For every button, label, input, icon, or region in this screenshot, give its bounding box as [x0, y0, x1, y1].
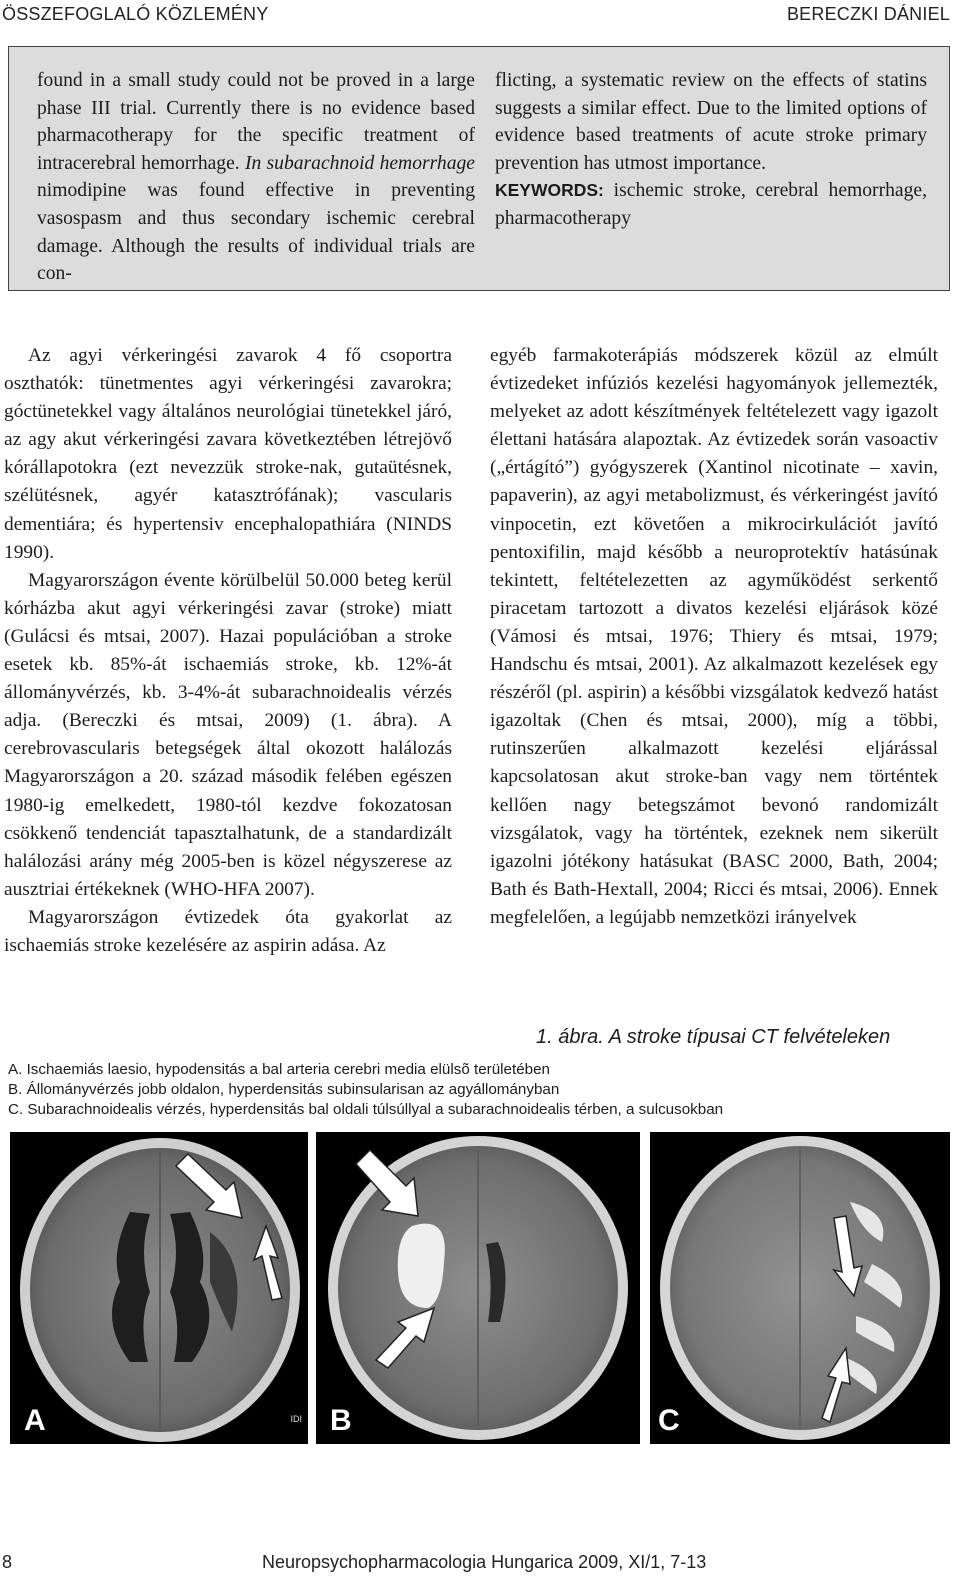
abstract-text: nimodipine was found effective in preventing vasospasm and thus secondary ischemic cerebral damage. Although the results of individual trials are con-: [37, 180, 475, 285]
ct-image-a: [10, 1132, 308, 1444]
figure-title: 1. ábra. A stroke típusai CT felvételeken: [536, 1026, 891, 1048]
figure-caption-line-b: B. Állományvérzés jobb oldalon, hyperdensitás subinsularisan az agyállományban: [8, 1081, 560, 1098]
ct-scan-a-graphic: [10, 1132, 308, 1444]
panel-label-b: B: [330, 1404, 352, 1437]
ct-scan-c-graphic: [650, 1132, 950, 1444]
body-column-left: [4, 342, 452, 960]
abstract-column-right: [495, 67, 927, 233]
ct-scan-b-graphic: [316, 1132, 640, 1444]
abstract-column-left: [37, 67, 475, 288]
abstract-italic-term: In subarachnoid hemorrhage: [244, 152, 475, 174]
paragraph: Magyarországon évente körülbelül 50.000 beteg kerül kórházba akut agyi vérkeringési zavar (stroke) miatt (Gulácsi és mtsai, 2007). Hazai populációban a stroke esetek kb. 85%-át ischaemiás stroke, kb. 12%-át állományvérzés, kb. 3-4%-át subarachnoidealis vérzés adja. (Bereczki és mtsai, 2009) (1. ábra). A cerebrovascularis betegségek által okozott halálozás Magyarországon a 20. század második felében egészen 1980-ig emelkedett, 1980-tól kezdve fokozatosan csökkenő tendenciát tapasztalhatunk, de a standardizált halálozási arány még 2005-ben is közel négyszerese az ausztriai értékeknek (WHO-HFA 2007).: [4, 569, 452, 900]
figure-caption: [8, 1060, 723, 1120]
journal-citation: Neuropsychopharmacologia Hungarica 2009, XI/1, 7-13: [262, 1552, 707, 1572]
panel-label-a: A: [24, 1404, 46, 1437]
abstract-box: [8, 46, 950, 291]
ct-image-c: [650, 1132, 950, 1444]
keywords-label: KEYWORDS:: [495, 180, 604, 201]
paragraph: Magyarországon évtizedek óta gyakorlat az ischaemiás stroke kezelésére az aspirin adása. Az: [4, 906, 452, 956]
abstract-text: found in a small study could not be proved in a large phase III trial. Currently there is no evidence based pharmacotherapy for the specific treatment of intracerebral hemorrhage.: [37, 70, 475, 174]
abstract-text: flicting, a systematic review on the effects of statins suggests a similar effect. Due to the limited options of evidence based treatments of acute stroke primary prevention has utmost importance.: [495, 70, 927, 174]
figure-caption-line-c: C. Subarachnoidealis vérzés, hyperdensitás bal oldali túlsúllyal a subarachnoidealis térben, a sulcusokban: [8, 1101, 724, 1118]
page-number: 8: [2, 1552, 13, 1572]
panel-label-c: C: [658, 1404, 680, 1437]
body-column-right: [490, 342, 938, 932]
panel-a-mark: IDI: [290, 1414, 302, 1424]
keywords-text: ischemic stroke, cerebral hemorrhage, pharmacotherapy: [495, 180, 927, 229]
running-header-left: ÖSSZEFOGLALÓ KÖZLEMÉNY: [2, 4, 269, 24]
ct-image-b: [316, 1132, 640, 1444]
paragraph: egyéb farmakoterápiás módszerek közül az elmúlt évtizedeket infúziós kezelési hagyományok jellemezték, melyeket az adott készítmények feltételezett vagy igazolt élettani hatására alapoztak. Az évtizedek során vasoactiv („értágító”) gyógyszerek (Xantinol nicotinate – xavin, papaverin), az agyi metabolizmust, és vérkeringést javító vinpocetin, ezt követően a mikrocirkulációt javító pentoxifilin, majd később a neuroprotektív hatásúnak tekintett, feltételezetten az agyműködést serkentő piracetam tartozott a divatos kezelési eljárások közé (Vámosi és mtsai, 1976; Thiery és mtsai, 1979; Handschu és mtsai, 2001). Az alkalmazott kezelések egy részéről (pl. aspirin) a későbbi vizsgálatok kedvező hatást igazoltak (Chen és mtsai, 2000), míg a többi, rutinszerűen alkalmazott kezelési eljárással kapcsolatosan akut stroke-ban vagy nem történtek kellően nagy betegszámot bevonó randomizált vizsgálatok, vagy ha történtek, ezeknek nem sikerült igazolni jótékony hatásukat (BASC 2000, Bath, 2004; Bath és Bath-Hextall, 2004; Ricci és mtsai, 2006). Ennek megfelelően, a legújabb nemzetközi irányelvek: [490, 345, 938, 928]
running-header-right: BERECZKI DÁNIEL: [786, 4, 950, 24]
figure-caption-line-a: A. Ischaemiás laesio, hypodensitás a bal arteria cerebri media elülsõ területében: [8, 1061, 550, 1078]
paragraph: Az agyi vérkeringési zavarok 4 fő csoportra oszthatók: tünetmentes agyi vérkeringési zavarokra; góctünetekkel vagy általános neurológiai tünetekkel járó, az agy akut vérkeringési zavara következtében létrejövő kórállapotokra (ezt nevezzük stroke-nak, gutaütésnek, szélütésnek, agyér katasztrófának); vascularis dementiára; és hypertensiv encephalopathiára (NINDS 1990).: [4, 345, 452, 563]
